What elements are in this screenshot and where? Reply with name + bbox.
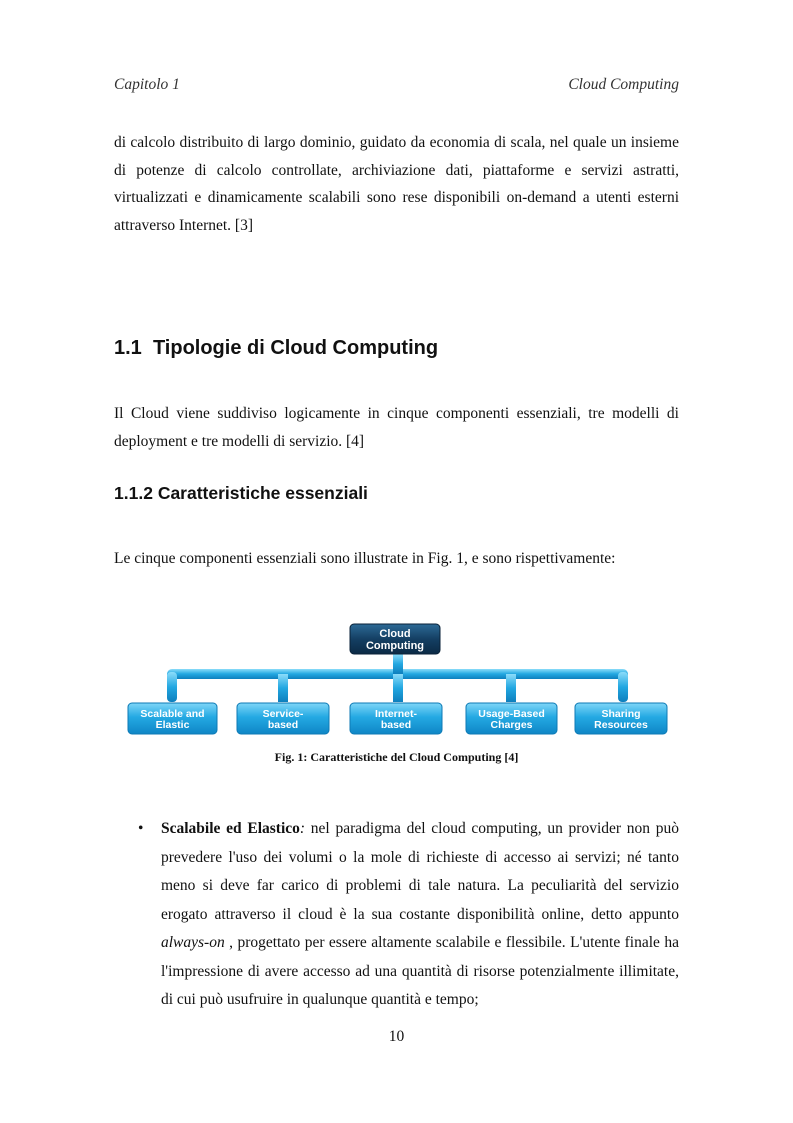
child-box-2 [237, 703, 329, 734]
components-paragraph: Le cinque componenti essenziali sono illustrate in Fig. 1, e sono rispettivamente: [114, 550, 616, 567]
connector-branch-5 [618, 672, 628, 702]
child-3-line-1: Internet- [375, 708, 417, 720]
bullet-body-2: , progettato per essere altamente scalabile e flessibile. L'utente finale ha l'impressione di avere accesso ad una quantità di risorse potenzialmente illimitate, di cui può usufruire in qualunque quantità e tempo; [161, 934, 679, 1008]
connector-root [393, 654, 403, 674]
child-1-line-2: Elastic [155, 719, 190, 731]
subsection-title: Caratteristiche essenziali [157, 483, 368, 503]
intro-paragraph: di calcolo distribuito di largo dominio, guidato da economia di scala, nel quale un insieme di potenze di calcolo controllate, archiviazione dati, piattaforme e servizi astratti, virtualizzati e dinamicamente scalabili sono rese disponibili on-demand a utenti esterni attraverso Internet. [3] [114, 134, 679, 234]
child-4-line-1: Usage-Based [478, 708, 545, 720]
root-line-2: Computing [365, 640, 425, 652]
bullet-body-1: nel paradigma del cloud computing, un provider non può prevedere l'uso dei volumi o la mole di richieste di accesso ai servizi; né tanto meno si deve far carico di problemi di tale natura. La peculiarità del servizio erogato attraverso il cloud è la sua costante disponibilità online, detto appunto [161, 820, 680, 923]
section-heading [114, 337, 438, 360]
child-2-line-1: Service- [262, 708, 304, 720]
child-1-line-1: Scalable and [140, 708, 205, 720]
bullet-colon: : [299, 820, 306, 837]
section-title: Tipologie di Cloud Computing [152, 337, 439, 359]
child-5-line-1: Sharing [601, 708, 641, 720]
cloud-paragraph: Il Cloud viene suddiviso logicamente in cinque componenti essenziali, tre modelli di deployment e tre modelli di servizio. [4] [114, 405, 679, 450]
connector-branch-1 [167, 672, 177, 702]
bullet-term: Scalabile ed Elastico [161, 820, 300, 837]
subsection-heading [114, 483, 368, 504]
header-chapter: Capitolo 1 [114, 76, 180, 93]
subsection-number: 1.1.2 [114, 483, 153, 503]
child-5-line-2: Resources [594, 719, 648, 731]
diagram [118, 612, 678, 742]
root-box [350, 624, 440, 654]
child-box-1 [128, 703, 217, 734]
section-number: 1.1 [114, 337, 142, 359]
figure-cloud-characteristics [118, 612, 678, 742]
figure-caption: Fig. 1: Caratteristiche del Cloud Computing [4] [274, 750, 519, 764]
connector-branch-2 [278, 674, 288, 702]
child-box-5 [575, 703, 667, 734]
header-title: Cloud Computing [568, 76, 679, 93]
page-number: 10 [388, 1028, 405, 1045]
child-box-4 [466, 703, 557, 734]
bullet-text [161, 815, 679, 1015]
child-3-line-2: based [380, 719, 412, 731]
child-4-line-2: Charges [490, 719, 533, 731]
connector-branch-3 [393, 674, 403, 702]
root-line-1: Cloud [379, 628, 411, 640]
running-header [114, 76, 679, 98]
bullet-marker: • [138, 820, 144, 837]
child-2-line-2: based [267, 719, 299, 731]
connector-lines [167, 654, 628, 702]
child-box-3 [350, 703, 442, 734]
connector-branch-4 [506, 674, 516, 702]
bullet-emphasis: always-on [161, 934, 225, 951]
